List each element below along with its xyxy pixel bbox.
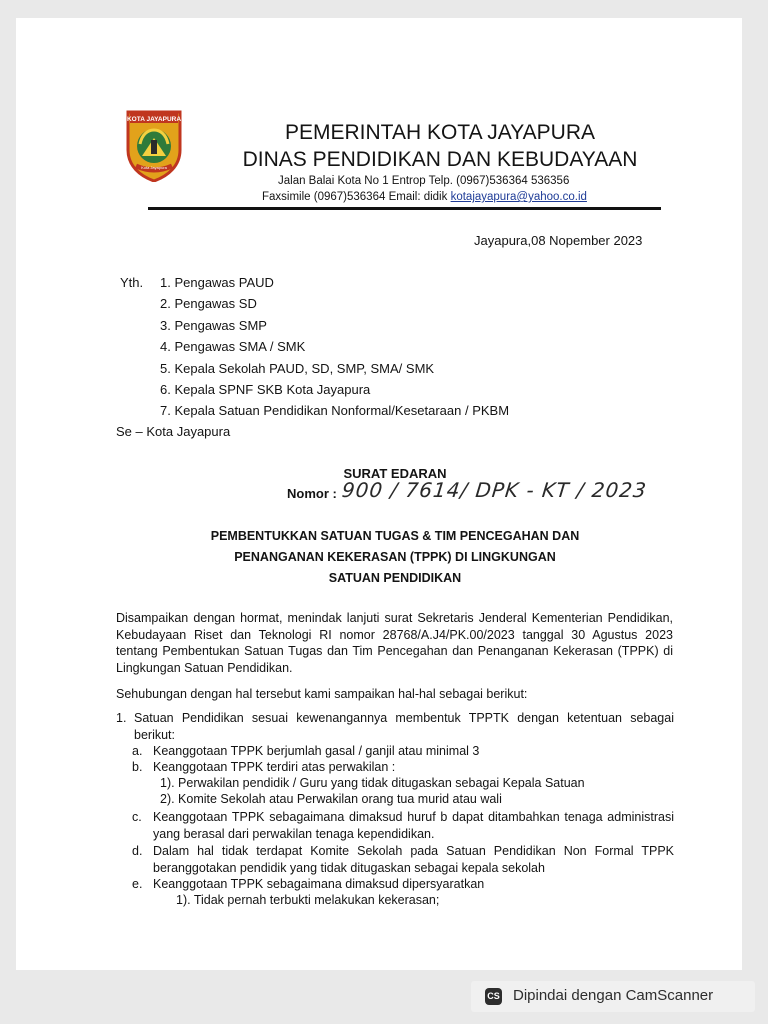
intro-paragraph: Sehubungan dengan hal tersebut kami sampaikan hal-hal sebagai berikut: — [116, 687, 528, 701]
item-c-label: c. — [132, 810, 142, 824]
item-b-label: b. — [132, 760, 143, 774]
recipient-item: 5. Kepala Sekolah PAUD, SD, SMP, SMA/ SMK — [160, 360, 435, 376]
header-email-link[interactable]: kotajayapura@yahoo.co.id — [450, 191, 587, 203]
header-contact — [262, 191, 587, 203]
camscanner-text: Dipindai dengan CamScanner — [513, 987, 714, 1004]
recipient-item: 3. Pengawas SMP — [160, 317, 267, 333]
svg-text:KOTA JAYAPURA: KOTA JAYAPURA — [126, 116, 182, 123]
item-d-text: Dalam hal tidak terdapat Komite Sekolah pada Satuan Pendidikan Non Formal TPPK beranggotakan pendidik yang tidak ditugaskan sebagai kepala sekolah — [153, 844, 674, 875]
letter-number-handwritten: 900 / 7614/ DPK - KT / 2023 — [340, 478, 649, 502]
subject-line-1: PEMBENTUKKAN SATUAN TUGAS & TIM PENCEGAHAN DAN — [210, 529, 580, 543]
header-fax: Faxsimile (0967)536364 Email: didik — [262, 191, 448, 203]
header-government-name: PEMERINTAH KOTA JAYAPURA — [285, 121, 595, 144]
point-1-text: Satuan Pendidikan sesuai kewenangannya membentuk TPPTK dengan ketentuan sebagai berikut: — [134, 711, 674, 742]
item-b-sub-1: 1). Perwakilan pendidik / Guru yang tidak ditugaskan sebagai Kepala Satuan — [160, 776, 585, 790]
item-d-label: d. — [132, 844, 143, 858]
recipient-item: 6. Kepala SPNF SKB Kota Jayapura — [160, 381, 371, 397]
camscanner-watermark — [471, 981, 755, 1012]
recipient-item: 4. Pengawas SMA / SMK — [160, 339, 306, 355]
item-e-text: Keanggotaan TPPK sebagaimana dimaksud dipersyaratkan — [153, 877, 485, 891]
item-b-text: Keanggotaan TPPK terdiri atas perwakilan : — [153, 760, 396, 774]
header-address: Jalan Balai Kota No 1 Entrop Telp. (0967)536364 536356 — [278, 175, 570, 187]
recipient-item: 1. Pengawas PAUD — [160, 275, 274, 290]
letter-date: Jayapura,08 Nopember 2023 — [474, 233, 643, 248]
letter-type: SURAT EDARAN — [343, 466, 447, 481]
camscanner-icon: CS — [485, 988, 502, 1005]
recipient-location: Se – Kota Jayapura — [116, 424, 231, 439]
salutation: Yth. — [120, 275, 144, 290]
item-c-text: Keanggotaan TPPK sebagaimana dimaksud huruf b dapat ditambahkan tenaga administrasi yang berasal dari perwakilan tenaga kependidikan. — [153, 810, 674, 841]
header-divider — [148, 207, 661, 210]
item-a-text: Keanggotaan TPPK berjumlah gasal / ganjil atau minimal 3 — [153, 744, 480, 758]
header-department-name: DINAS PENDIDIKAN DAN KEBUDAYAAN — [242, 148, 638, 171]
item-a-label: a. — [132, 744, 143, 758]
recipient-item: 2. Pengawas SD — [160, 296, 257, 312]
point-1-number: 1. — [116, 711, 127, 725]
recipient-item: 7. Kepala Satuan Pendidikan Nonformal/Kesetaraan / PKBM — [160, 403, 510, 419]
item-e-label: e. — [132, 877, 143, 891]
recipient-list — [160, 275, 509, 425]
item-e-sub-1: 1). Tidak pernah terbukti melakukan kekerasan; — [176, 893, 440, 907]
item-b-sub-2: 2). Komite Sekolah atau Perwakilan orang tua murid atau wali — [160, 792, 502, 806]
svg-text:Kota Jayapura: Kota Jayapura — [141, 165, 167, 170]
subject-line-3: SATUAN PENDIDIKAN — [328, 571, 462, 585]
subject-line-2: PENANGANAN KEKERASAN (TPPK) DI LINGKUNGAN — [234, 550, 556, 564]
opening-paragraph: Disampaikan dengan hormat, menindak lanjuti surat Sekretaris Jenderal Kementerian Pendidikan, Kebudayaan Riset dan Teknologi RI nomor 28768/A.J4/PK.00/2023 tanggal 30 Agustus 2023 tentang Pembentukan Satuan Tugas dan Tim Pencegahan dan Penanganan Kekerasan (TPPK) di Lingkungan Satuan Pendidikan. — [116, 611, 673, 675]
letter-number-label: Nomor : — [287, 486, 337, 501]
